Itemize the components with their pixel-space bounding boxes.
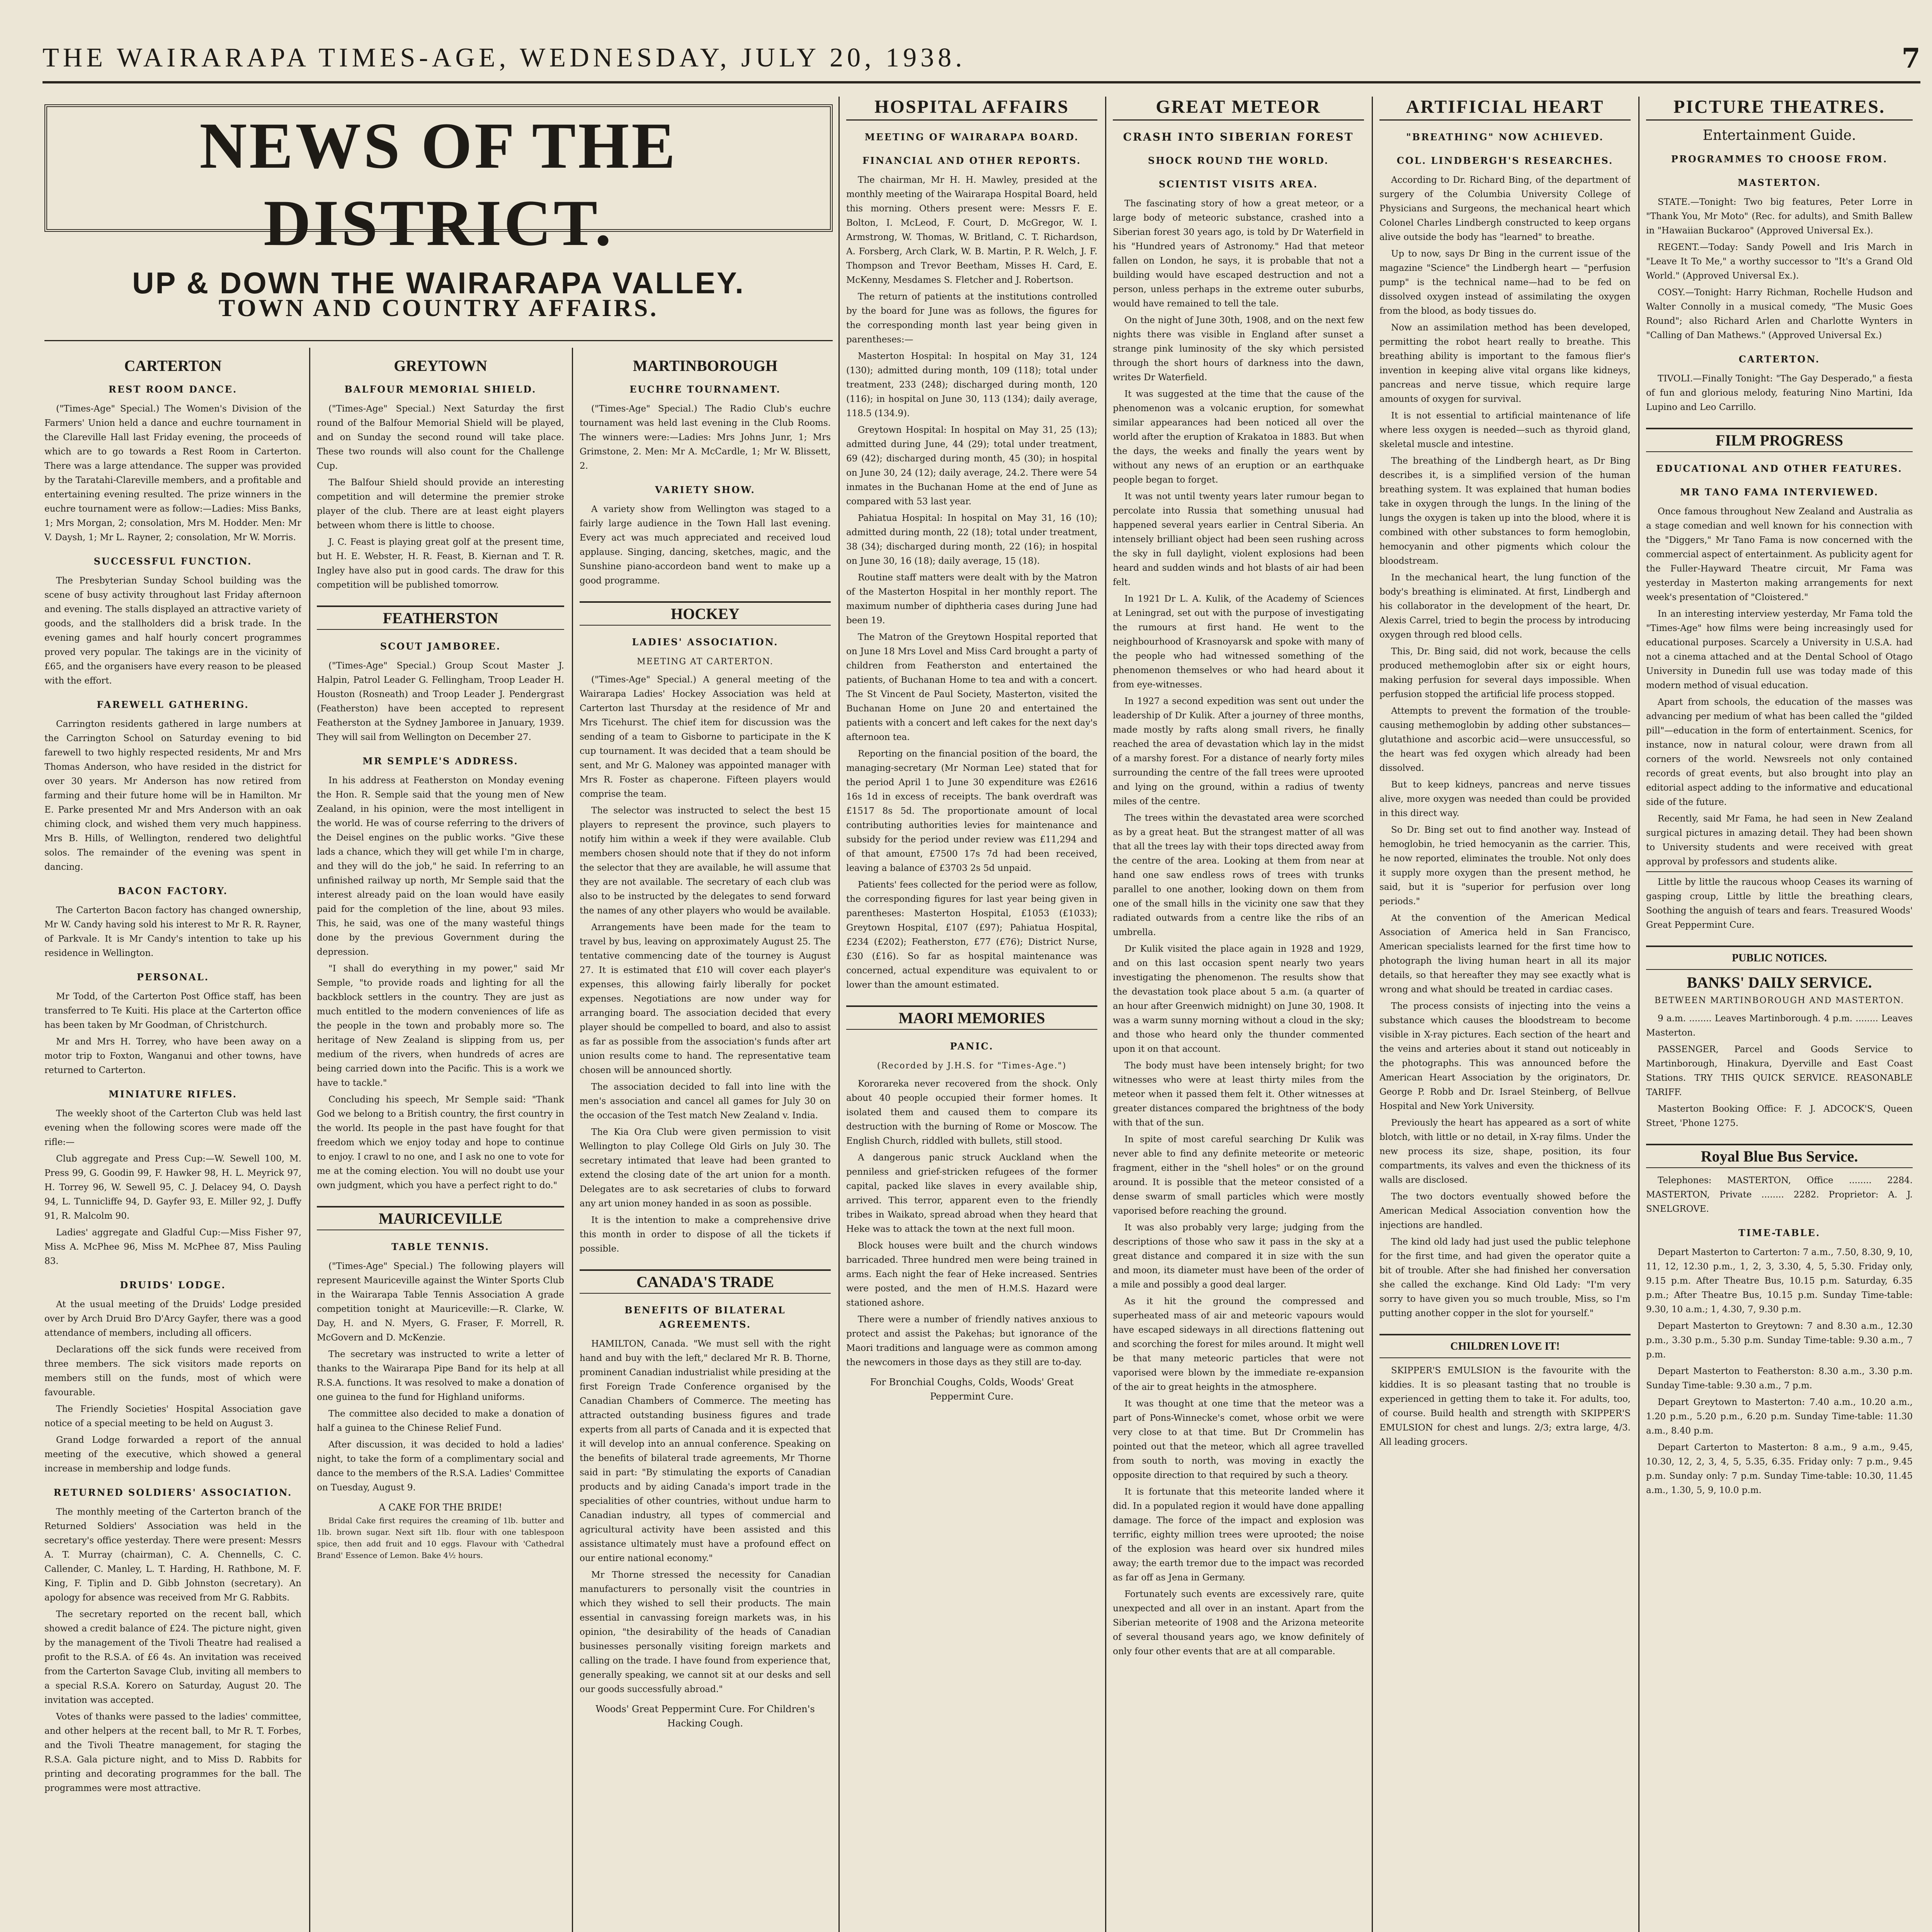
paragraph: The monthly meeting of the Carterton branch of the Returned Soldiers' Association was held in the secretary's office yesterday. There were present: Messrs A. T. Murray (chairman), C. A. Chennells, C. C. Callender, C. Manley, L. T. Harding, H. Rathbone, M. F. King, F. Tiplin and D. Gibb Johnston (secretary). An apology for absence was received from Mr G. Rabbits.	[44, 1507, 301, 1603]
sub-heading: RETURNED SOLDIERS' ASSOCIATION.	[53, 1487, 293, 1498]
paragraph: The two doctors eventually showed before the American Medical Association convention how the injections are handled.	[1379, 1192, 1631, 1230]
banner-title: NEWS OF THE DISTRICT.	[199, 109, 678, 259]
paragraph: Mr and Mrs H. Torrey, who have been away on a motor trip to Foxton, Wanganui and other towns, have returned to Carterton.	[44, 1037, 301, 1075]
paragraph: Reporting on the financial position of the board, the managing-secretary (Mr Norman Lee) stated that for the period April 1 to June 30 expenditure was £2616 16s 1d in excess of receipts. The bank overdraft was £1517 8s 5d. The proportionate amount of local contributing authorities levies for maintenance and subsidy for the period under review was £11,294 and of that amount, £7500 17s 7d had been received, leaving a balance of £3703 2s 5d unpaid.	[846, 749, 1097, 873]
sub-heading: Entertainment Guide.	[1702, 128, 1856, 143]
timetable-entry: Depart Masterton to Greytown: 7 and 8.30 a.m., 12.30 p.m., 3.30 p.m., 5.30 p.m. Sunday Time-table: 9.30 a.m., 7 p.m.	[1646, 1321, 1913, 1360]
sub-heading: MR TANO FAMA INTERVIEWED.	[1680, 486, 1879, 498]
sub-heading: EUCHRE TOURNAMENT.	[629, 384, 781, 395]
advert-text: Little by little the raucous whoop Ceases its warning of gasping croup, Little by little the breathing clears, Soothing the anguish of tears and fears. Treasured Woods' Great Peppermint Cure.	[1646, 871, 1913, 932]
paragraph: The Matron of the Greytown Hospital reported that on June 18 Mrs Lovel and Miss Card brought a party of children from Featherston and entertained the patients, of Buchanan Home to tea and with a concert. The St Vincent de Paul Society, Masterton, visited the Buchanan Home on June 20 and entertained the patients with a concert and left cakes for the next day's afternoon tea.	[846, 632, 1097, 742]
sub-heading: PROGRAMMES TO CHOOSE FROM.	[1671, 153, 1888, 165]
paragraph: On the night of June 30th, 1908, and on the next few nights there was visible in England after sunset a strange pink luminosity of the sky which persisted through the short hours of darkness into the dawn, writes Dr Waterfield.	[1113, 315, 1364, 383]
paragraph: So Dr. Bing set out to find another way. Instead of hemoglobin, he tried hemocyanin as the carrier. This, he now reported, eliminates the trouble. Not only does it supply more oxygen than the present method, he said, but it is "superior for perfusion over long periods."	[1379, 825, 1631, 906]
sub-heading: DRUIDS' LODGE.	[120, 1279, 226, 1291]
sub-heading: BENEFITS OF BILATERAL AGREEMENTS.	[624, 1304, 786, 1330]
paragraph: According to Dr. Richard Bing, of the department of surgery of the Columbia University College of Physicians and Surgeons, the mechanical heart which Colonel Charles Lindbergh constructed to keep organs alive outside the body has "learned" to breathe.	[1379, 175, 1631, 242]
sub-heading: REST ROOM DANCE.	[108, 384, 238, 395]
advert-heading: CHILDREN LOVE IT!	[1379, 1334, 1631, 1358]
advert-headline: BANKS' DAILY SERVICE.	[1687, 974, 1872, 991]
paragraph: The Friendly Societies' Hospital Association gave notice of a special meeting to be held on August 3.	[44, 1404, 301, 1429]
column-rule	[309, 348, 310, 1932]
advert-text: Bridal Cake first requires the creaming of 1lb. butter and 1lb. brown sugar. Next sift 1lb. flour with one tablespoon spice, then add fruit and 10 eggs. Flavour with 'Cathedral Brand' Essence of Lemon. Bake 4½ hours.	[317, 1516, 564, 1560]
article-column-artificial-heart	[1379, 97, 1631, 1932]
paragraph: HAMILTON, Canada. "We must sell with the right hand and buy with the left," declared Mr R. B. Thorne, prominent Canadian industrialist while presiding at the first Foreign Trade Conference organised by the Canadian Chambers of Commerce. The meeting has attracted outstanding business figures and trade experts from all parts of Canada and it is expected that it will develop into an annual conference. Speaking on the benefits of bilateral trade agreements, Mr Thorne said in part: "By stimulating the exports of Canadian products and by aiding Canada's import trade in the specialities of other countries, without undue harm to Canadian industry, all types of commercial and agricultural activity have been assisted and this assistance ultimately must have a profound effect on our entire national economy."	[580, 1339, 831, 1563]
paragraph: After discussion, it was decided to hold a ladies' night, to take the form of a complimentary social and dance to the members of the R.S.A. Ladies' Committee on Tuesday, August 9.	[317, 1440, 564, 1493]
advert-text: SKIPPER'S EMULSION is the favourite with the kiddies. It is so pleasant tasting that no trouble is experienced in getting them to take it. For adults, too, of course. Build health and strength with SKIPPER'S EMULSION for chest and lungs. 2/3; extra large, 4/3. All leading grocers.	[1379, 1366, 1631, 1447]
paragraph: Greytown Hospital: In hospital on May 31, 25 (13); admitted during June, 44 (29); total under treatment, 69 (42); discharged during month, 45 (30); in hospital on June 30, 24 (12); daily average, 24.2. There were 54 inmates in the Buchanan Home at the end of June as compared with 53 last year.	[846, 425, 1097, 507]
section-rule	[44, 340, 833, 341]
sub-heading: CRASH INTO SIBERIAN FOREST	[1123, 131, 1354, 143]
paragraph: Apart from schools, the education of the masses was advancing per medium of what has been called the "gilded pill"—education in the form of entertainment. Scenics, for instance, now in natural colour, were drawn from all corners of the world. Newsreels not only contained records of great events, but also brought into play an editorial aspect adding to the informative and educational side of the future.	[1646, 697, 1913, 807]
paragraph: Recently, said Mr Fama, he had seen in New Zealand surgical pictures in amazing detail. They had been shown to University students and were received with great approval by professors and students alike.	[1646, 814, 1913, 867]
paragraph: The secretary was instructed to write a letter of thanks to the Wairarapa Pipe Band for its help at all R.S.A. functions. It was resolved to make a donation of one guinea to the fund for Highland uniforms.	[317, 1349, 564, 1402]
article-headline: HOSPITAL AFFAIRS	[846, 100, 1097, 121]
masthead	[43, 35, 1920, 83]
paragraph: The chairman, Mr H. H. Mawley, presided at the monthly meeting of the Wairarapa Hospital Board, held this morning. Others present were: Messrs F. E. Bolton, I. McLeod, F. Court, D. McGregor, W. I. Armstrong, W. Thomas, W. Britland, C. T. Richardson, A. Forsberg, Arch Clark, W. B. Martin, P. R. Welch, J. F. Thompson and Trevor Beetham, Misses H. Card, E. McKenny, Mesdames S. Fletcher and J. Robertson.	[846, 175, 1097, 285]
paragraph: Grand Lodge forwarded a report of the annual meeting of the executive, which showed a general increase in membership and lodge funds.	[44, 1435, 301, 1474]
paragraph: ("Times-Age" Special.) The Women's Division of the Farmers' Union held a dance and euchre tournament in the Clareville Hall last Friday evening, the proceeds of which are to go towards a Rest Room in Carterton. There was a large attendance. The supper was provided by the Taratahi-Clareville members, and a profitable and entertaining evening resulted. The prize winners in the euchre tournament were as follow:—Ladies: Miss Banks, 1; Mrs Morgan, 2; consolation, Mrs M. Hodder. Men: Mr V. Daysh, 1; Mr L. Rayner, 2; consolation, Mr W. Morris.	[44, 404, 301, 543]
paragraph: Up to now, says Dr Bing in the current issue of the magazine "Science" the Lindbergh heart — "perfusion pump" is the technical name—had to be fed on dissolved oxygen instead of assimilating the oxygen from the blood, as body tissues do.	[1379, 249, 1631, 316]
sub-heading: LADIES' ASSOCIATION.	[632, 636, 779, 648]
timetable-entry: Depart Masterton to Carterton: 7 a.m., 7.50, 8.30, 9, 10, 11, 12, 12.30 p.m., 1, 2, 3, 3.30, 4, 5, 5.30. Friday only, 9.15 p.m. After Theatre Bus, 10.15 p.m. Saturday, 6.35 p.m.; After Theatre Bus, 10.15 p.m. Sunday Time-table: 9.30, 10 a.m.; 1, 4.30, 7, 9.30 p.m.	[1646, 1247, 1913, 1315]
paragraph: The secretary reported on the recent ball, which showed a credit balance of £24. The picture night, given by the management of the Tivoli Theatre had realised a profit to the R.S.A. of £6 4s. An invitation was received from the Carterton Savage Club, inviting all members to a special R.S.A. Korero on Saturday, August 20. The invitation was accepted.	[44, 1609, 301, 1705]
banner-subtitle: UP & DOWN THE WAIRARAPA VALLEY.	[132, 266, 745, 300]
column-heading: CANADA'S TRADE	[580, 1269, 831, 1294]
paragraph: The Carterton Bacon factory has changed ownership, Mr W. Candy having sold his interest to Mr R. R. Rayner, of Parkvale. It is Mr Candy's intention to take up his residence in Wellington.	[44, 905, 301, 958]
paragraph: The Presbyterian Sunday School building was the scene of busy activity throughout last Friday afternoon and evening. The stalls displayed an attractive variety of goods, and the stallholders did a brisk trade. In the evening games and half hourly concert programmes proved very popular. The takings are in the vicinity of £65, and the organisers have every reason to be pleased with the effort.	[44, 576, 301, 686]
paragraph: Previously the heart has appeared as a sort of white blotch, with little or no detail, in X-ray films. Under the new process its size, shape, position, its four compartments, its valves and even the thickness of its walls are disclosed.	[1379, 1118, 1631, 1185]
paragraph: It was thought at one time that the meteor was a part of Pons-Winnecke's comet, whose orbit we were very close to at that time. But Dr Crommelin has pointed out that the meteor, which all agree travelled from south to north, was moving in exactly the opposite direction to that required by such a theory.	[1113, 1399, 1364, 1480]
paragraph: The Balfour Shield should provide an interesting competition and will determine the premier stroke player of the club. There are at least eight players between whom there is little to choose.	[317, 478, 564, 531]
paragraph: The fascinating story of how a great meteor, or a large body of meteoric substance, crashed into a Siberian forest 30 years ago, is told by Dr Waterfield in his "Hundred years of Astronomy." Had that meteor fallen on London, he says, it is probable that not a building would have escaped destruction and not a person, unless perhaps in the extreme outer suburbs, would have remained to tell the tale.	[1113, 199, 1364, 309]
article-column-greytown	[317, 355, 564, 1932]
paragraph: In 1927 a second expedition was sent out under the leadership of Dr Kulik. After a journey of three months, made mostly by rafts along small rivers, he finally reached the area of devastation which lay in the midst of a marshy forest. For a distance of nearly forty miles surrounding the centre of the fall trees were uprooted and lying on the ground, within a radius of twenty miles of the centre.	[1113, 696, 1364, 806]
article-headline: MAORI MEMORIES	[846, 1005, 1097, 1030]
paragraph: Now an assimilation method has been developed, permitting the robot heart really to breathe. This breathing ability is important to the famous flier's invention in keeping alive vital organs like kidneys, pancreas and nerve tissue, which require large amounts of oxygen for survival.	[1379, 323, 1631, 404]
article-column-carterton	[44, 355, 301, 1932]
article-headline: PICTURE THEATRES.	[1646, 100, 1913, 121]
section-title: TOWN AND COUNTRY AFFAIRS.	[218, 294, 659, 321]
paragraph: The committee also decided to make a donation of half a guinea to the Chinese Relief Fund.	[317, 1409, 564, 1433]
article-headline: ARTIFICIAL HEART	[1379, 100, 1631, 121]
sub-heading: VARIETY SHOW.	[655, 484, 755, 495]
article-column-meteor	[1113, 97, 1364, 1932]
advert-text: PASSENGER, Parcel and Goods Service to Martinborough, Hinakura, Dyerville and East Coast Stations. TRY THIS QUICK SERVICE. REASONABLE TARIFF.	[1646, 1044, 1913, 1097]
article-headline: GREAT METEOR	[1113, 100, 1364, 121]
paragraph: Declarations off the sick funds were received from three members. The sick visitors made reports on members still on the funds, most of which were favourable.	[44, 1345, 301, 1398]
paragraph: At the convention of the American Medical Association of America held in San Francisco, American specialists learned for the first time how to photograph the living human heart in all its major details, so that hereafter they may see exactly what is wrong and what should be treated in cardiac cases.	[1379, 913, 1631, 995]
sub-heading: SHOCK ROUND THE WORLD.	[1148, 155, 1329, 166]
advert-heading: A CAKE FOR THE BRIDE!	[379, 1502, 502, 1513]
paragraph: The association decided to fall into line with the men's association and cancel all games for July 30 on the occasion of the Test match New Zealand v. India.	[580, 1082, 831, 1121]
paragraph: ("Times-Age" Special.) The Radio Club's euchre tournament was held last evening in the Club Rooms. The winners were:—Ladies: Mrs Johns Junr, 1; Mrs Grimstone, 2. Men: Mr A. McCardle, 1; Mr W. Blissett, 2.	[580, 404, 831, 471]
sub-heading: PERSONAL.	[136, 971, 209, 983]
advert-text: 9 a.m. ........ Leaves Martinborough. 4 p.m. ........ Leaves Masterton.	[1646, 1014, 1913, 1038]
sub-heading: SCIENTIST VISITS AREA.	[1158, 179, 1318, 190]
notices-heading: PUBLIC NOTICES.	[1646, 946, 1913, 970]
newspaper-dateline: THE WAIRARAPA TIMES-AGE, WEDNESDAY, JULY 20, 1938.	[43, 43, 966, 73]
paragraph: Dr Kulik visited the place again in 1928 and 1929, and on this last occasion spent nearly two years investigating the phenomenon. The results show that the devastation took place about 5 a.m. (a quarter of an hour after Greenwich midnight) on June 30, 1908. It was a warm sunny morning without a cloud in the sky; and those who heard only the thunder commented upon it on that account.	[1113, 944, 1364, 1054]
paragraph: The body must have been intensely bright; for two witnesses who were at least thirty miles from the meteor when it passed them felt it. Other witnesses at greater distances compared the brightness of the body with that of the sun.	[1113, 1061, 1364, 1128]
advert-headline: Royal Blue Bus Service.	[1646, 1144, 1913, 1168]
paragraph: Carrington residents gathered in large numbers at the Carrington School on Saturday evening to bid farewell to two highly respected residents, Mr and Mrs Thomas Anderson, who have resided in the district for over 30 years. Mr Anderson has now retired from farming and their future home will be in Hamilton. Mr E. Parke presented Mr and Mrs Anderson with an oak chiming clock, and wished them very much happiness. Mrs B. Hills, of Wellington, rendered two delightful solos. The remainder of the evening was spent in dancing.	[44, 719, 301, 872]
paragraph: Fortunately such events are excessively rare, quite unexpected and all over in an instant. Apart from the Siberian meteorite of 1908 and the Arizona meteorite of several thousand years ago, we know definitely of only four other events that are at all comparable.	[1113, 1589, 1364, 1656]
byline: (Recorded by J.H.S. for "Times-Age.")	[877, 1061, 1067, 1071]
paragraph: ("Times-Age" Special.) Group Scout Master J. Halpin, Patrol Leader G. Fellingham, Troop Leader H. Houston (Rosneath) and Troop Leader J. Pendergrast (Featherston) have been accepted to represent Featherston at the Sydney Jamboree in January, 1939. They will sail from Wellington on December 27.	[317, 661, 564, 742]
paragraph: "I shall do everything in my power," said Mr Semple, "to provide roads and lighting for all the backblock settlers in the country. They are just as much entitled to the modern conveniences of life as the people in the town and probably more so. The heritage of New Zealand is slipping from us, per medium of the rivers, when hundreds of acres are being carried down into the Pacific. This is a work we have to tackle."	[317, 964, 564, 1088]
paragraph: The weekly shoot of the Carterton Club was held last evening when the following scores were made off the rifle:—	[44, 1109, 301, 1147]
column-heading: MARTINBOROUGH	[633, 357, 778, 374]
sub-heading: MASTERTON.	[1738, 177, 1821, 188]
column-heading: FEATHERSTON	[317, 605, 564, 630]
news-banner	[44, 104, 833, 300]
paragraph: STATE.—Tonight: Two big features, Peter Lorre in "Thank You, Mr Moto" (Rec. for adults), and Smith Ballew in "Hawaiian Buckaroo" (Approved Universal Ex.).	[1646, 197, 1913, 236]
paragraph: Mr Thorne stressed the necessity for Canadian manufacturers to personally visit the countries in which they wished to sell their products. The main essential in canvassing foreign markets was, in his opinion, "the desirability of the heads of Canadian businesses personally visiting foreign markets and calling on the trade. I have found from experience that, generally speaking, we cannot sit at our desks and sell our goods successfully abroad."	[580, 1570, 831, 1694]
article-column-martinborough	[580, 355, 831, 1932]
paragraph: In the mechanical heart, the lung function of the body's breathing is eliminated. At first, Lindbergh and his collaborator in the development of the heart, Dr. Alexis Carrel, tried to begin the process by introducing oxygen through red blood cells.	[1379, 573, 1631, 640]
sub-heading: SUCCESSFUL FUNCTION.	[94, 556, 252, 567]
sub-heading: BACON FACTORY.	[118, 885, 228, 896]
column-rule	[1372, 97, 1373, 1932]
paragraph: In his address at Featherston on Monday evening the Hon. R. Semple said that the young men of New Zealand, in his opinion, were the most intelligent in the world. He was of course referring to the drivers of the Deisel engines on the public works. "Give these lads a chance, which they will get while I'm in charge, and they will do the job," he said. In referring to an unfinished railway up north, Mr Semple said that the interest already paid on the loan would have easily paid for the completion of the line, about 93 miles. This, he said, was one of the many wasteful things done by the previous Government during the depression.	[317, 776, 564, 957]
column-rule	[1105, 97, 1106, 1932]
sub-heading: MEETING OF WAIRARAPA BOARD.	[864, 131, 1079, 143]
paragraph: ("Times-Age" Special.) A general meeting of the Wairarapa Ladies' Hockey Association was held at Carterton last Thursday at the residence of Mr and Mrs Ticehurst. The chief item for discussion was the sending of a team to Gisborne to participate in the K cup tournament. It was decided that a team should be sent, and Mr G. Maloney was appointed manager with Mrs R. Foster as chaperone. Fifteen players would comprise the team.	[580, 675, 831, 799]
paragraph: It is not essential to artificial maintenance of life where less oxygen is needed—such as thyroid gland, skeletal muscle and intestine.	[1379, 411, 1631, 449]
paragraph: Attempts to prevent the formation of the trouble-causing methemoglobin by adding other substances—glutathione and ascorbic acid—were unsuccessful, so the heart was fed oxygen which already had been dissolved.	[1379, 706, 1631, 773]
column-heading: HOCKEY	[580, 601, 831, 626]
paragraph: This, Dr. Bing said, did not work, because the cells produced methemoglobin after six or eight hours, making perfusion for several days impossible. When perfusion stopped the artificial life process stopped.	[1379, 646, 1631, 699]
paragraph: Block houses were built and the church windows barricaded. Three hundred men were being trained in arms. Each night the fear of Heke increased. Sentries were posted, and the men of H.M.S. Hazard were stationed ashore.	[846, 1241, 1097, 1308]
sub-heading: TIME-TABLE.	[1738, 1227, 1821, 1238]
paragraph: The kind old lady had just used the public telephone for the first time, and had given the operator quite a bit of trouble. After she had finished her conversation she called the exchange. Kind Old Lady: "I'm very sorry to have given you so much trouble, Miss, so I'm putting another copper in the slot for yourself."	[1379, 1237, 1631, 1318]
sub-heading: SCOUT JAMBOREE.	[380, 641, 501, 652]
sub-heading: FINANCIAL AND OTHER REPORTS.	[862, 155, 1082, 166]
advert-text: For Bronchial Coughs, Colds, Woods' Great Peppermint Cure.	[870, 1377, 1074, 1402]
paragraph: The process consists of injecting into the veins a substance which causes the bloodstream to become visible in X-ray pictures. Each section of the heart and the veins and arteries about it stand out noticeably in the photographs. This was announced before the American Heart Association by the originators, Dr. George P. Robb and Dr. Israel Steinberg, of Bellvue Hospital and New York University.	[1379, 1001, 1631, 1111]
sub-heading: FAREWELL GATHERING.	[97, 699, 249, 710]
paragraph: REGENT.—Today: Sandy Powell and Iris March in "Leave It To Me," a worthy successor to "It's a Grand Old World." (Approved Universal Ex.).	[1646, 242, 1913, 281]
paragraph: But to keep kidneys, pancreas and nerve tissues alive, more oxygen was needed than could be provided in this direct way.	[1379, 780, 1631, 818]
paragraph: It was suggested at the time that the cause of the phenomenon was a volcanic eruption, for somewhat similar appearances had been noticed all over the world after the eruption of Krakatoa in 1883. But when the days, the weeks and finally the years went by without any news of an eruption or an earthquake people began to forget.	[1113, 389, 1364, 485]
paragraph: Kororareka never recovered from the shock. Only about 40 people occupied their former homes. It isolated them and caused them to compare its destruction with the burning of Rome or Moscow. The English Church, riddled with bullets, still stood.	[846, 1079, 1097, 1146]
paragraph: Patients' fees collected for the period were as follow, the corresponding figures for last year being given in parentheses: Masterton Hospital, £1053 (£1033); Greytown Hospital, £107 (£97); Pahiatua Hospital, £234 (£202); Featherston, £77 (£76); District Nurse, £30 (£16). So far as hospital maintenance was concerned, actual expenditure was equivalent to or lower than the amount estimated.	[846, 880, 1097, 990]
paragraph: Club aggregate and Press Cup:—W. Sewell 100, M. Press 99, G. Goodin 99, F. Hawker 98, H. L. Meyrick 97, H. Torrey 96, W. Sewell 95, C. J. Delacey 94, O. Daysh 94, L. Tunnicliffe 94, D. Gayfer 93, E. Miller 92, J. Duffy 91, R. Malcolm 90.	[44, 1154, 301, 1221]
paragraph: Ladies' aggregate and Gladful Cup:—Miss Fisher 97, Miss A. McPhee 96, Miss M. McPhee 87, Miss Pauling 83.	[44, 1228, 301, 1266]
column-heading: CARTERTON	[124, 357, 222, 374]
paragraph: There were a number of friendly natives anxious to protect and assist the Pakehas; but ignorance of the Maori traditions and language were as common among the newcomers in those days as they still are to-day.	[846, 1315, 1097, 1367]
article-headline: FILM PROGRESS	[1646, 428, 1913, 452]
paragraph: Pahiatua Hospital: In hospital on May 31, 16 (10); admitted during month, 22 (18); total under treatment, 38 (34); discharged during month, 22 (16); in hospital on June 30, 16 (18); daily average, 15 (18).	[846, 513, 1097, 566]
column-heading: GREYTOWN	[394, 357, 487, 374]
paragraph: The breathing of the Lindbergh heart, as Dr Bing describes it, is a simplified version of the human breathing system. It was explained that human bodies take in oxygen through the lungs. In the lining of the lungs the oxygen is taken up into the blood, where it is combined with other substances to form hemoglobin, hemocyanin and other pigments which colour the bloodstream.	[1379, 456, 1631, 566]
column-rule	[572, 348, 573, 1932]
paragraph: Mr Todd, of the Carterton Post Office staff, has been transferred to Te Kuiti. His place at the Carterton office has been taken by Mr Goodman, of Christchurch.	[44, 992, 301, 1030]
paragraph: In spite of most careful searching Dr Kulik was never able to find any definite meteorite or meteoric fragment, either in the "shell holes" or on the ground around. It is possible that the meteor consisted of a dense swarm of small particles which were mostly vaporised before reaching the ground.	[1113, 1134, 1364, 1216]
sub-heading: MEETING AT CARTERTON.	[637, 657, 774, 667]
paragraph: TIVOLI.—Finally Tonight: "The Gay Desperado," a fiesta of fun and glorious melody, featuring Nino Martini, Ida Lupino and Leo Carrillo.	[1646, 374, 1913, 412]
paragraph: Once famous throughout New Zealand and Australia as a stage comedian and well known for his connection with the "Diggers," Mr Tano Fama is now concerned with the commercial aspect of entertainment. As publicity agent for the Fuller-Hayward Theatre circuit, Mr Fama was yesterday in Masterton making arrangements for next week's presentation of "Cloistered."	[1646, 507, 1913, 602]
sub-heading: CARTERTON.	[1738, 354, 1820, 365]
paragraph: It was also probably very large; judging from the descriptions of those who saw it pass in the sky at a great distance and compared it in size with the sun and moon, its diameter must have been of the order of a mile and possibly a good deal larger.	[1113, 1223, 1364, 1290]
sub-heading: EDUCATIONAL AND OTHER FEATURES.	[1656, 463, 1903, 474]
article-column-hospital	[846, 97, 1097, 1932]
page-number: 7	[1901, 42, 1920, 74]
column-entertainment-notices	[1646, 97, 1913, 1932]
sub-heading: "BREATHING" NOW ACHIEVED.	[1406, 131, 1604, 143]
paragraph: Masterton Hospital: In hospital on May 31, 124 (130); admitted during month, 109 (118); total under treatment, 233 (248); discharged during month, 120 (116); in hospital on June 30, 113 (134); daily average, 118.5 (134.9).	[846, 351, 1097, 418]
sub-heading: BALFOUR MEMORIAL SHIELD.	[344, 384, 537, 395]
paragraph: A variety show from Wellington was staged to a fairly large audience in the Town Hall last evening. Every act was much appreciated and received loud applause. Singing, dancing, sketches, magic, and the Sunshine piano-accordeon band went to make up a good programme.	[580, 504, 831, 586]
advert-text: Telephones: MASTERTON, Office ........ 2284. MASTERTON, Private ........ 2282. Proprietor: A. J. SNELGROVE.	[1646, 1175, 1913, 1214]
paragraph: Votes of thanks were passed to the ladies' committee, and other helpers at the recent ball, to Mr R. T. Forbes, and the Tivoli Theatre management, for staging the R.S.A. Gala picture night, and to Miss D. Rabbits for printing and decorating programmes for the ball. The programmes were most attractive.	[44, 1712, 301, 1793]
paragraph: It is fortunate that this meteorite landed where it did. In a populated region it would have done appalling damage. The force of the impact and explosion was terrific, eighty million trees were uprooted; the noise of the explosion was heard over six hundred miles away; the earth tremor due to the impact was recorded as far off as Jena in Germany.	[1113, 1487, 1364, 1583]
paragraph: In 1921 Dr L. A. Kulik, of the Academy of Sciences at Leningrad, set out with the purpose of investigating the rumours at first hand. He went to the neighbourhood of Krasnoyarsk and spoke with many of the people who had witnessed something of the phenomenon themselves or who had heard about it from eye-witnesses.	[1113, 594, 1364, 690]
paragraph: Routine staff matters were dealt with by the Matron of the Masterton Hospital in her monthly report. The maximum number of diphtheria cases during June had been 19.	[846, 573, 1097, 626]
sub-heading: TABLE TENNIS.	[391, 1241, 490, 1252]
paragraph: A dangerous panic struck Auckland when the penniless and grief-stricken refugees of the former capital, packed like slaves in every available ship, arrived. This terror, apparent even to the friendly tribes in Waikato, spread abroad when they heard that Heke was to attack the town at the next full moon.	[846, 1153, 1097, 1234]
paragraph: The Kia Ora Club were given permission to visit Wellington to play College Old Girls on July 30. The secretary intimated that leave had been granted to extend the closing date of the art union for a month. Delegates are to ask secretaries of clubs to forward any art union money handed in as soon as possible.	[580, 1127, 831, 1209]
paragraph: ("Times-Age" Special.) The following players will represent Mauriceville against the Winter Sports Club in the Wairarapa Table Tennis Association A grade competition tonight at Mauriceville:—R. Clarke, W. Day, H. and N. Myers, G. Fraser, F. Morrell, R. McGovern and D. McKenzie.	[317, 1261, 564, 1343]
paragraph: J. C. Feast is playing great golf at the present time, but H. E. Webster, H. R. Feast, B. Kiernan and T. R. Ingley have also put in good cards. The draw for this competition will be published tomorrow.	[317, 537, 564, 590]
timetable-entry: Depart Masterton to Featherston: 8.30 a.m., 3.30 p.m. Sunday Time-table: 9.30 a.m., 7 p.m.	[1646, 1366, 1913, 1391]
paragraph: Concluding his speech, Mr Semple said: "Thank God we belong to a British country, the first country in the world. Its people in the past have fought for that freedom which we enjoy today and hope to continue to enjoy. I crawl to no one, and I ask no one to vote for me at the coming election. You will no doubt use your own judgment, which you have a perfect right to do."	[317, 1095, 564, 1190]
paragraph: It was not until twenty years later rumour began to percolate into Russia that something unusual had happened several years earlier in Central Siberia. An intensely brilliant object had been seen rushing across the sky in full daylight, violent explosions had been heard and sudden winds and hot blasts of air had been felt.	[1113, 492, 1364, 587]
paragraph: ("Times-Age" Special.) Next Saturday the first round of the Balfour Memorial Shield will be played, and on Sunday the second round will take place. These two rounds will also count for the Challenge Cup.	[317, 404, 564, 471]
paragraph: COSY.—Tonight: Harry Richman, Rochelle Hudson and Walter Connolly in a musical comedy, "The Music Goes Round"; also Richard Arlen and Charlotte Wynters in "Calling of Dan Mathews." (Approved Universal Ex.)	[1646, 287, 1913, 340]
timetable-entry: Depart Carterton to Masterton: 8 a.m., 9 a.m., 9.45, 10.30, 12, 2, 3, 4, 5, 5.35, 6.35. Friday only: 7 p.m., 9.45 p.m. Sunday only: 7 p.m. Sunday Time-table: 10.30, 11.45 a.m., 1.30, 5, 9, 10.0 p.m.	[1646, 1442, 1913, 1495]
paragraph: The selector was instructed to select the best 15 players to represent the province, such players to notify him within a week if they were available. Club members chosen should note that if they do not inform the selector that they are available, he will assume that they are not available. The secretary of each club was also to be instructed by the delegates to send forward the names of any other players who would be available.	[580, 806, 831, 916]
paragraph: Arrangements have been made for the team to travel by bus, leaving on approximately August 25. The tentative commencing date of the tourney is August 27. It is estimated that £10 will cover each player's expenses, this allowing fairly liberally for pocket expenses. Negotiations are now under way for arranging board. The association decided that every player should be compelled to board, and also to assist as far as possible from the association's funds after art union results come to hand. The representative team chosen will be announced shortly.	[580, 922, 831, 1075]
sub-heading: BETWEEN MARTINBOROUGH AND MASTERTON.	[1654, 996, 1905, 1005]
advert-text: Masterton Booking Office: F. J. ADCOCK'S, Queen Street, 'Phone 1275.	[1646, 1104, 1913, 1128]
sub-heading: MINIATURE RIFLES.	[109, 1088, 237, 1100]
column-rule	[838, 97, 840, 1932]
sub-heading: PANIC.	[950, 1041, 994, 1052]
paragraph: At the usual meeting of the Druids' Lodge presided over by Arch Druid Bro D'Arcy Gayfer, there was a good attendance of members, including all officers.	[44, 1299, 301, 1338]
column-rule	[1638, 97, 1639, 1932]
timetable-entry: Depart Greytown to Masterton: 7.40 a.m., 10.20 a.m., 1.20 p.m., 5.20 p.m., 6.20 p.m. Sunday Time-table: 11.30 a.m., 8.40 p.m.	[1646, 1397, 1913, 1436]
paragraph: The return of patients at the institutions controlled by the board for June was as follows, the figures for the corresponding month last year being given in parentheses:—	[846, 292, 1097, 345]
sub-heading: MR SEMPLE'S ADDRESS.	[362, 755, 519, 767]
paragraph: In an interesting interview yesterday, Mr Fama told the "Times-Age" how films were being increasingly used for educational purposes. Scarcely a University in U.S.A. had not a cinema attached and at the Dental School of Otago University in Dunedin full use was today made of this modern method of visual education.	[1646, 609, 1913, 690]
paragraph: As it hit the ground the compressed and superheated mass of air and meteoric vapours would have escaped sideways in all directions flattening out and scorching the forest for miles around. It might well be that many meteoric particles that were not vaporised were blown by the immediate re-expansion of the air to great heights in the atmosphere.	[1113, 1296, 1364, 1392]
sub-heading: COL. LINDBERGH'S RESEARCHES.	[1396, 155, 1614, 166]
paragraph: It is the intention to make a comprehensive drive this month in order to dispose of all the tickets if possible.	[580, 1215, 831, 1254]
paragraph: The trees within the devastated area were scorched as by a great heat. But the strangest matter of all was that all the trees lay with their tops directed away from the centre of the area. Looking at them from near at hand one saw endless rows of trees with trunks parallel to one another, looking down on them from one of the small hills in the vicinity one saw that they radiated outwards from a centre like the ribs of an umbrella.	[1113, 813, 1364, 937]
column-heading: MAURICEVILLE	[317, 1206, 564, 1230]
advert-text: Woods' Great Peppermint Cure. For Children's Hacking Cough.	[595, 1704, 815, 1729]
